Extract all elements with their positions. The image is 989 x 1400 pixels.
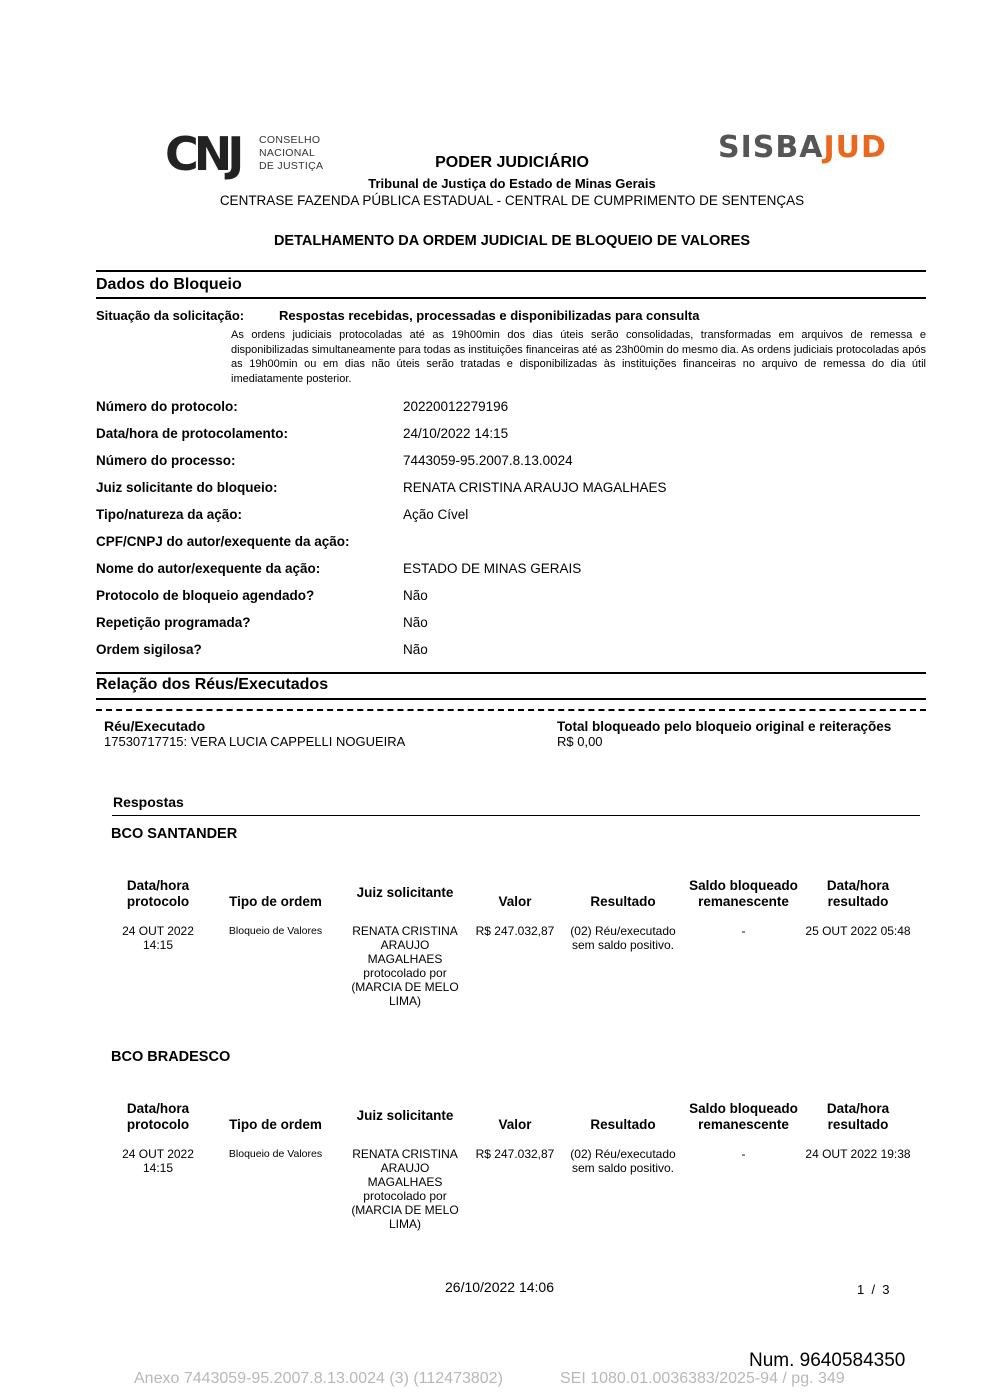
field-label: Nome do autor/exequente da ação: — [96, 561, 321, 576]
sei-stamp: SEI 1080.01.0036383/2025-94 / pg. 349 — [560, 1370, 845, 1387]
col-header-tipo: Tipo de ordem — [229, 1117, 322, 1132]
field-value: 24/10/2022 14:15 — [403, 426, 509, 441]
cell-tipo: Bloqueio de Valores — [228, 1148, 323, 1160]
field-value: RENATA CRISTINA ARAUJO MAGALHAES — [403, 480, 667, 495]
cell-data-resultado: 25 OUT 2022 05:48 — [805, 924, 911, 938]
reu-value: 17530717715: VERA LUCIA CAPPELLI NOGUEIRA — [104, 734, 406, 749]
field-label: Repetição programada? — [96, 615, 251, 630]
cell-juiz: RENATA CRISTINA ARAUJO MAGALHAES protocolado por (MARCIA DE MELO LIMA) — [351, 924, 459, 1008]
cell-resultado: (02) Réu/executado sem saldo positivo. — [570, 1147, 676, 1175]
section-title-dados: Dados do Bloqueio — [96, 276, 242, 293]
field-label: Tipo/natureza da ação: — [96, 507, 243, 522]
col-header-saldo: Saldo bloqueado remanescente — [689, 1101, 798, 1132]
page-number: 1 / 3 — [857, 1282, 890, 1297]
col-header-juiz: Juiz solicitante — [356, 1108, 454, 1123]
tribunal-name: Tribunal de Justiça do Estado de Minas Gerais — [368, 176, 656, 191]
section-title-reus: Relação dos Réus/Executados — [96, 676, 329, 693]
sisbajud-logo: SISBAJUD — [718, 130, 887, 165]
field-value: 20220012279196 — [403, 399, 509, 414]
field-label: CPF/CNPJ do autor/exequente da ação: — [96, 534, 350, 549]
col-header-valor: Valor — [498, 894, 532, 909]
bank-name: BCO BRADESCO — [111, 1049, 231, 1065]
cell-juiz: RENATA CRISTINA ARAUJO MAGALHAES protocolado por (MARCIA DE MELO LIMA) — [351, 1147, 459, 1231]
field-label: Ordem sigilosa? — [96, 642, 202, 657]
bank-response-table — [104, 876, 916, 1008]
cell-tipo: Bloqueio de Valores — [228, 925, 323, 937]
bank-response-table — [104, 1099, 916, 1231]
col-header-resultado: Resultado — [590, 1117, 656, 1132]
cell-valor: R$ 247.032,87 — [475, 924, 555, 938]
cell-saldo: - — [741, 924, 746, 938]
col-header-data-resultado: Data/hora resultado — [826, 878, 890, 909]
situacao-value: Respostas recebidas, processadas e disponibilizadas para consulta — [279, 308, 700, 323]
section-divider — [96, 672, 926, 674]
situacao-label: Situação da solicitação: — [96, 308, 245, 323]
poder-judiciario-title: PODER JUDICIÁRIO — [435, 154, 589, 171]
reu-header: Réu/Executado — [104, 718, 206, 734]
footer-date: 26/10/2022 14:06 — [445, 1279, 554, 1295]
cell-saldo: - — [741, 1147, 746, 1161]
field-value: Ação Cível — [403, 507, 469, 522]
col-header-juiz: Juiz solicitante — [356, 885, 454, 900]
table-row — [104, 1133, 916, 1231]
col-header-saldo: Saldo bloqueado remanescente — [689, 878, 798, 909]
section-divider — [96, 698, 926, 700]
field-label: Número do processo: — [96, 453, 236, 468]
col-header-tipo: Tipo de ordem — [229, 894, 322, 909]
field-value: Não — [403, 642, 428, 657]
field-label: Juiz solicitante do bloqueio: — [96, 480, 278, 495]
field-label: Data/hora de protocolamento: — [96, 426, 289, 441]
total-bloqueado-header: Total bloqueado pelo bloqueio original e reiterações — [557, 719, 892, 734]
field-value: 7443059-95.2007.8.13.0024 — [403, 453, 573, 468]
anexo-stamp: Anexo 7443059-95.2007.8.13.0024 (3) (112473802) — [134, 1370, 503, 1387]
col-header-valor: Valor — [498, 1117, 532, 1132]
col-header-data-resultado: Data/hora resultado — [826, 1101, 890, 1132]
document-number: Num. 9640584350 — [749, 1350, 906, 1371]
total-bloqueado-value: R$ 0,00 — [557, 734, 603, 749]
respostas-title: Respostas — [113, 794, 184, 810]
situacao-description: As ordens judiciais protocoladas até as 19h00min dos dias úteis serão consolidadas, transformadas em arquivos de remessa e disponibilizadas simultaneamente para todas as instituições financeiras até as 23h00min do mesmo dia. As ordens judiciais protocoladas após as 19h00min ou em dias não úteis serão tratadas e disponibilizadas às instituições financeiras no arquivo de remessa do dia útil imediatamente posterior. — [231, 329, 926, 385]
dashed-divider — [96, 709, 926, 711]
table-header-row — [104, 876, 916, 910]
cnj-logo-mark: CNJ — [165, 127, 240, 181]
field-label: Número do protocolo: — [96, 399, 238, 414]
unit-name: CENTRASE FAZENDA PÚBLICA ESTADUAL - CENTRAL DE CUMPRIMENTO DE SENTENÇAS — [219, 193, 805, 208]
field-value: Não — [403, 615, 428, 630]
table-row — [104, 910, 916, 1008]
cell-valor: R$ 247.032,87 — [475, 1147, 555, 1161]
field-value: ESTADO DE MINAS GERAIS — [403, 561, 582, 576]
field-label: Protocolo de bloqueio agendado? — [96, 588, 315, 603]
col-header-data-protocolo: Data/hora protocolo — [126, 878, 190, 909]
cell-resultado: (02) Réu/executado sem saldo positivo. — [570, 924, 676, 952]
section-divider — [96, 270, 926, 272]
cell-data-protocolo: 24 OUT 2022 14:15 — [122, 1147, 194, 1175]
section-divider — [96, 297, 926, 299]
table-header-row — [104, 1099, 916, 1133]
respostas-divider — [112, 815, 920, 816]
col-header-resultado: Resultado — [590, 894, 656, 909]
document-title: DETALHAMENTO DA ORDEM JUDICIAL DE BLOQUEIO DE VALORES — [273, 233, 751, 249]
bank-name: BCO SANTANDER — [111, 826, 238, 842]
cell-data-resultado: 24 OUT 2022 19:38 — [805, 1147, 911, 1161]
field-value: Não — [403, 588, 428, 603]
cnj-logo-text: CONSELHO NACIONAL DE JUSTIÇA — [259, 134, 324, 172]
col-header-data-protocolo: Data/hora protocolo — [126, 1101, 190, 1132]
cell-data-protocolo: 24 OUT 2022 14:15 — [122, 924, 194, 952]
